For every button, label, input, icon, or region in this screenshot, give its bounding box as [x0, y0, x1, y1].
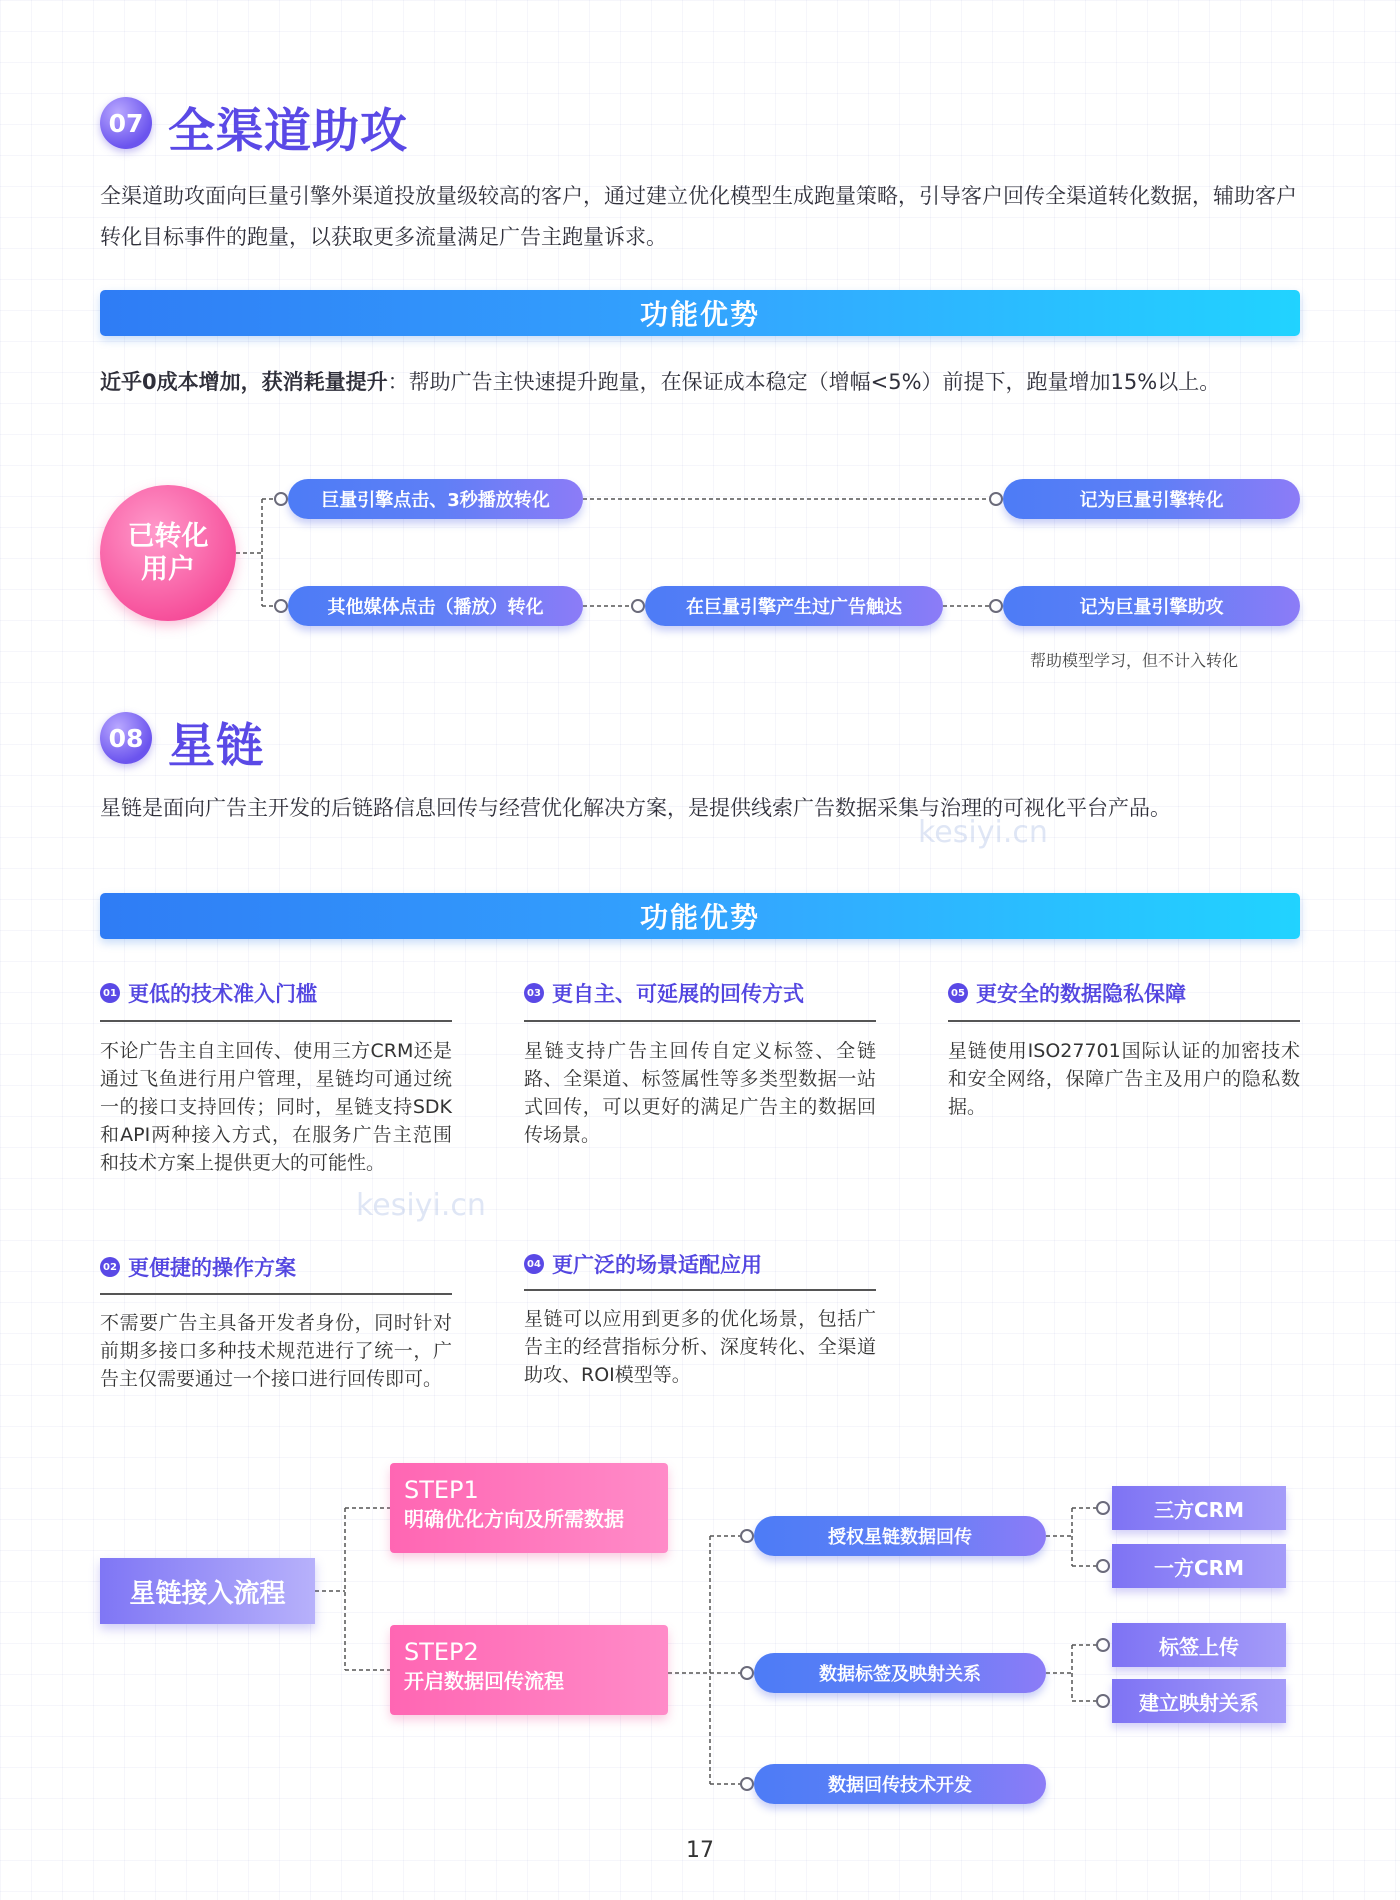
connector-node [631, 599, 645, 613]
feature-badge: 03 [524, 983, 544, 1003]
feature-divider [948, 1020, 1300, 1022]
converted-user-circle: 已转化 用户 [100, 485, 236, 621]
pill-other-media-conversion: 其他媒体点击（播放）转化 [288, 586, 583, 626]
step2-text: 开启数据回传流程 [404, 1669, 564, 1693]
feature-title-text: 更安全的数据隐私保障 [976, 982, 1186, 1006]
section-intro: 星链是面向广告主开发的后链路信息回传与经营优化解决方案，是提供线索广告数据采集与治理的可视化平台产品。 [100, 796, 1171, 820]
connector-node [740, 1777, 754, 1791]
feature-divider [100, 1293, 452, 1295]
step1-box [390, 1463, 668, 1553]
pill-authorize-backflow: 授权星链数据回传 [754, 1516, 1046, 1556]
pill-tech-development: 数据回传技术开发 [754, 1764, 1046, 1804]
feature-title-text: 更便捷的操作方案 [128, 1256, 296, 1280]
flow-main-label: 星链接入流程 [100, 1558, 315, 1624]
connector-node [989, 492, 1003, 506]
box-tag-upload: 标签上传 [1112, 1623, 1286, 1667]
diagram-note: 帮助模型学习，但不计入转化 [1030, 651, 1239, 670]
section-title: 全渠道助攻 [168, 104, 408, 159]
connector-node [1096, 1694, 1110, 1708]
pill-record-engine-assist: 记为巨量引擎助攻 [1003, 586, 1300, 626]
connector-node [1096, 1559, 1110, 1573]
feature-text: 星链可以应用到更多的优化场景，包括广告主的经营指标分析、深度转化、全渠道助攻、ROI模型等。 [524, 1308, 876, 1386]
connector-node [1096, 1638, 1110, 1652]
pill-data-tags-mapping: 数据标签及映射关系 [754, 1653, 1046, 1693]
feature-badge: 04 [524, 1254, 544, 1274]
feature-title [948, 978, 1186, 1008]
watermark: kesiyi.cn [356, 1188, 486, 1223]
advantage-bold: 近乎0成本增加，获消耗量提升 [100, 370, 388, 394]
connector-node [989, 599, 1003, 613]
feature-divider [524, 1020, 876, 1022]
advantage-body: ：帮助广告主快速提升跑量，在保证成本稳定（增幅<5%）前提下，跑量增加15%以上。 [387, 370, 1221, 394]
feature-text: 星链支持广告主回传自定义标签、全链路、全渠道、标签属性等多类型数据一站式回传，可以更好的满足广告主的数据回传场景。 [524, 1040, 876, 1146]
section-number-badge: 08 [100, 712, 152, 764]
watermark: kesiyi.cn [918, 815, 1048, 850]
step2-box [390, 1625, 668, 1715]
feature-divider [100, 1020, 452, 1022]
feature-divider [524, 1289, 876, 1291]
feature-text: 星链使用ISO27701国际认证的加密技术和安全网络，保障广告主及用户的隐私数据。 [948, 1040, 1300, 1118]
feature-banner: 功能优势 [100, 893, 1300, 939]
section-title: 星链 [168, 719, 264, 774]
step1-label: STEP1 [404, 1476, 479, 1504]
feature-badge: 05 [948, 983, 968, 1003]
box-first-party-crm: 一方CRM [1112, 1544, 1286, 1588]
connector-node [1096, 1501, 1110, 1515]
section-intro: 全渠道助攻面向巨量引擎外渠道投放量级较高的客户，通过建立优化模型生成跑量策略，引导客户回传全渠道转化数据，辅助客户转化目标事件的跑量，以获取更多流量满足广告主跑量诉求。 [100, 184, 1297, 249]
pill-engine-click-conversion: 巨量引擎点击、3秒播放转化 [288, 479, 583, 519]
step2-label: STEP2 [404, 1638, 479, 1666]
feature-badge: 02 [100, 1257, 120, 1277]
page-number: 17 [686, 1838, 714, 1863]
connector-node [740, 1666, 754, 1680]
connector-node [740, 1529, 754, 1543]
box-build-mapping: 建立映射关系 [1112, 1679, 1286, 1723]
connector-node [274, 599, 288, 613]
feature-badge: 01 [100, 983, 120, 1003]
feature-title [100, 1252, 296, 1282]
feature-title [100, 978, 317, 1008]
feature-title-text: 更自主、可延展的回传方式 [552, 982, 804, 1006]
feature-text: 不论广告主自主回传、使用三方CRM还是通过飞鱼进行用户管理，星链均可通过统一的接口支持回传；同时，星链支持SDK和API两种接入方式，在服务广告主范围和技术方案上提供更大的可能性。 [100, 1040, 452, 1174]
step1-text: 明确优化方向及所需数据 [404, 1507, 624, 1531]
feature-text: 不需要广告主具备开发者身份，同时针对前期多接口多种技术规范进行了统一，广告主仅需要通过一个接口进行回传即可。 [100, 1312, 452, 1390]
feature-title-text: 更广泛的场景适配应用 [552, 1253, 762, 1277]
feature-banner: 功能优势 [100, 290, 1300, 336]
feature-title-text: 更低的技术准入门槛 [128, 982, 317, 1006]
feature-title [524, 1249, 762, 1279]
pill-engine-ad-reach: 在巨量引擎产生过广告触达 [645, 586, 943, 626]
section-number-badge: 07 [100, 97, 152, 149]
connector-node [274, 492, 288, 506]
feature-title [524, 978, 804, 1008]
box-third-party-crm: 三方CRM [1112, 1486, 1286, 1530]
pill-record-engine-conversion: 记为巨量引擎转化 [1003, 479, 1300, 519]
